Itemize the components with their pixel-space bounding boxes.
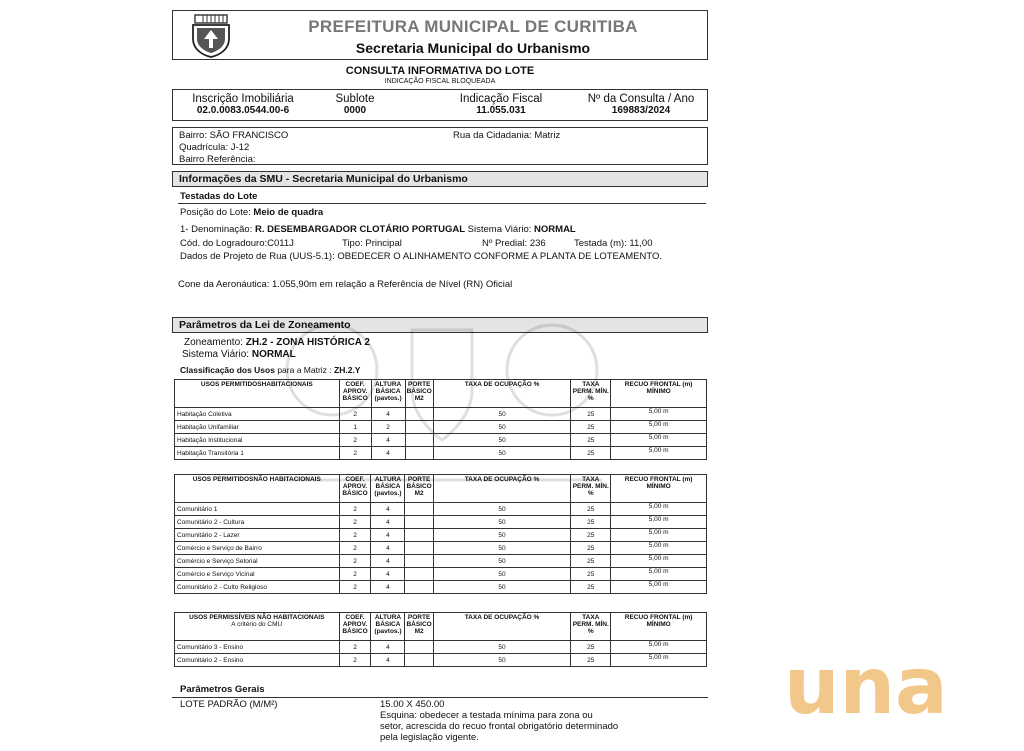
cell-name: Habitação Transitória 1	[175, 447, 340, 460]
cell-recuo: 5,00 m	[611, 581, 707, 594]
table-row	[175, 529, 707, 542]
cell-porte	[405, 641, 433, 654]
col-taxa: TAXA DE OCUPAÇÃO %	[433, 613, 571, 641]
table-row	[175, 447, 707, 460]
cell-altura: 4	[371, 529, 405, 542]
cell-taxa: 50	[433, 568, 571, 581]
table-row	[175, 654, 707, 667]
table-row	[175, 421, 707, 434]
cell-recuo: 5,00 m	[611, 654, 707, 667]
cell-name: Comunitário 2 - Ensino	[175, 654, 340, 667]
cell-perm: 25	[571, 641, 611, 654]
table-row	[175, 641, 707, 654]
cell-porte	[405, 421, 433, 434]
cell-coef: 2	[339, 555, 371, 568]
uses-tables	[172, 379, 708, 749]
cell-taxa: 50	[433, 641, 571, 654]
id-inscricao: Inscrição Imobiliária 02.0.0083.0544.00-6	[192, 93, 294, 116]
cell-porte	[405, 555, 433, 568]
cell-altura: 2	[371, 421, 405, 434]
bairro-referencia: Bairro Referência:	[179, 154, 256, 165]
divider	[172, 697, 708, 698]
cell-name: Comunitário 2 - Cultura	[175, 516, 340, 529]
zoneamento: Zoneamento: ZH.2 - ZONA HISTÓRICA 2	[184, 337, 370, 348]
col-perm: TAXA PERM. MÍN. %	[571, 613, 611, 641]
col-porte: PORTE BÁSICO M2	[405, 475, 433, 503]
classificacao-usos: Classificação dos Usos para a Matriz : ZH.2.Y	[180, 365, 361, 375]
cell-recuo: 5,00 m	[611, 408, 707, 421]
cell-taxa: 50	[433, 542, 571, 555]
cell-taxa: 50	[433, 408, 571, 421]
cell-coef: 2	[339, 581, 371, 594]
col-coef: COEF. APROV. BÁSICO	[339, 380, 371, 408]
cell-taxa: 50	[433, 516, 571, 529]
cell-perm: 25	[571, 568, 611, 581]
smu-section	[172, 187, 708, 317]
cell-porte	[405, 516, 433, 529]
una-logo-text: una	[784, 651, 948, 731]
cell-altura: 4	[371, 434, 405, 447]
divider	[178, 203, 706, 204]
cell-taxa: 50	[433, 555, 571, 568]
cell-name: Comunitário 2 - Culto Religioso	[175, 581, 340, 594]
cell-name: Habitação Coletiva	[175, 408, 340, 421]
col-coef: COEF. APROV. BÁSICO	[339, 475, 371, 503]
cell-recuo: 5,00 m	[611, 447, 707, 460]
cell-altura: 4	[371, 516, 405, 529]
cell-taxa: 50	[433, 503, 571, 516]
cell-coef: 2	[339, 568, 371, 581]
id-indicacao-fiscal: Indicação Fiscal 11.055.031	[459, 93, 543, 116]
cell-porte	[405, 542, 433, 555]
cell-recuo: 5,00 m	[611, 434, 707, 447]
col-recuo: RECUO FRONTAL (m) MÍNIMO	[611, 380, 707, 408]
cell-porte	[405, 503, 433, 516]
cell-taxa: 50	[433, 447, 571, 460]
cell-perm: 25	[571, 529, 611, 542]
cell-perm: 25	[571, 555, 611, 568]
table-row	[175, 434, 707, 447]
id-sublote: Sublote 0000	[335, 93, 375, 116]
cell-coef: 2	[339, 503, 371, 516]
cell-name: Habitação Institucional	[175, 434, 340, 447]
cell-taxa: 50	[433, 581, 571, 594]
table-row	[175, 503, 707, 516]
table-row	[175, 408, 707, 421]
cell-coef: 2	[339, 529, 371, 542]
col-altura: ALTURA BÁSICA (pavtos.)	[371, 475, 405, 503]
identification-box	[172, 89, 708, 121]
cell-name: Comércio e Serviço Vicinal	[175, 568, 340, 581]
col-porte: PORTE BÁSICO M2	[405, 613, 433, 641]
col-usos: USOS PERMITIDOSNÃO HABITACIONAIS	[175, 475, 340, 503]
cell-altura: 4	[371, 447, 405, 460]
zoning-section-heading: Parâmetros da Lei de Zoneamento	[172, 317, 708, 333]
document-page	[172, 10, 708, 749]
cell-recuo: 5,00 m	[611, 503, 707, 516]
lote-padrao-label: LOTE PADRÃO (M/M²)	[180, 699, 278, 710]
document-header	[172, 10, 708, 60]
table-row	[175, 542, 707, 555]
quadricula: Quadrícula: J-12	[179, 142, 250, 153]
cell-name: Comércio e Serviço Setorial	[175, 555, 340, 568]
smu-section-heading: Informações da SMU - Secretaria Municipal do Urbanismo	[172, 171, 708, 187]
zoning-info	[172, 333, 708, 379]
col-taxa: TAXA DE OCUPAÇÃO %	[433, 475, 571, 503]
cell-name: Comércio e Serviço de Bairro	[175, 542, 340, 555]
una-logo	[784, 651, 984, 731]
col-perm: TAXA PERM. MÍN. %	[571, 475, 611, 503]
cell-altura: 4	[371, 542, 405, 555]
col-altura: ALTURA BÁSICA (pavtos.)	[371, 613, 405, 641]
table-row	[175, 555, 707, 568]
cell-perm: 25	[571, 447, 611, 460]
cell-altura: 4	[371, 654, 405, 667]
parametros-gerais-heading: Parâmetros Gerais	[180, 684, 265, 695]
cell-coef: 1	[339, 421, 371, 434]
cell-recuo: 5,00 m	[611, 542, 707, 555]
cell-porte	[405, 529, 433, 542]
codigo-logradouro: Cód. do Logradouro:C011J	[180, 238, 294, 249]
cell-perm: 25	[571, 503, 611, 516]
table-permissiveis	[174, 612, 707, 667]
cell-recuo: 5,00 m	[611, 555, 707, 568]
cell-name: Habitação Unifamiliar	[175, 421, 340, 434]
cell-perm: 25	[571, 581, 611, 594]
rua-cidadania: Rua da Cidadania: Matriz	[453, 130, 561, 141]
cell-recuo: 5,00 m	[611, 568, 707, 581]
col-usos: USOS PERMISSÍVEIS NÃO HABITACIONAIS A critério do CMU	[175, 613, 340, 641]
cell-coef: 2	[339, 654, 371, 667]
cell-altura: 4	[371, 641, 405, 654]
cell-altura: 4	[371, 408, 405, 421]
esquina-line-2: setor, acrescida do recuo frontal obrigatório determinado	[380, 721, 619, 732]
numero-predial: Nº Predial: 236	[482, 238, 546, 249]
col-usos: USOS PERMITIDOSHABITACIONAIS	[175, 380, 340, 408]
testada: Testada (m): 11,00	[574, 238, 653, 249]
cell-porte	[405, 434, 433, 447]
cell-recuo: 5,00 m	[611, 641, 707, 654]
col-porte: PORTE BÁSICO M2	[405, 380, 433, 408]
table-row	[175, 581, 707, 594]
cell-perm: 25	[571, 421, 611, 434]
esquina-line-1: Esquina: obedecer a testada mínima para zona ou	[380, 710, 593, 721]
col-altura: ALTURA BÁSICA (pavtos.)	[371, 380, 405, 408]
table-row	[175, 516, 707, 529]
col-taxa: TAXA DE OCUPAÇÃO %	[433, 380, 571, 408]
cell-taxa: 50	[433, 421, 571, 434]
cell-taxa: 50	[433, 654, 571, 667]
cell-altura: 4	[371, 555, 405, 568]
cell-coef: 2	[339, 542, 371, 555]
cell-perm: 25	[571, 408, 611, 421]
bairro: Bairro: SÃO FRANCISCO	[179, 130, 289, 141]
esquina-line-3: pela legislação vigente.	[380, 732, 479, 743]
tipo: Tipo: Principal	[342, 238, 402, 249]
table-nao-habitacionais	[174, 474, 707, 594]
cell-altura: 4	[371, 581, 405, 594]
cell-porte	[405, 408, 433, 421]
cell-name: Comunitário 3 - Ensino	[175, 641, 340, 654]
cell-perm: 25	[571, 542, 611, 555]
posicao-lote: Posição do Lote: Meio de quadra	[180, 207, 324, 218]
cell-recuo: 5,00 m	[611, 516, 707, 529]
cone-aeronautica: Cone da Aeronáutica: 1.055,90m em relação a Referência de Nível (RN) Oficial	[178, 279, 513, 290]
cell-porte	[405, 568, 433, 581]
col-perm: TAXA PERM. MÍN. %	[571, 380, 611, 408]
cell-perm: 25	[571, 654, 611, 667]
cell-porte	[405, 654, 433, 667]
curitiba-coat-of-arms-icon	[189, 14, 233, 58]
table-habitacionais	[174, 379, 707, 460]
department-title: Secretaria Municipal do Urbanismo	[355, 40, 591, 56]
document-title: CONSULTA INFORMATIVA DO LOTE	[345, 65, 535, 77]
cell-taxa: 50	[433, 434, 571, 447]
cell-perm: 25	[571, 434, 611, 447]
cell-coef: 2	[339, 641, 371, 654]
cell-name: Comunitário 1	[175, 503, 340, 516]
cell-altura: 4	[371, 568, 405, 581]
id-consulta: Nº da Consulta / Ano 169883/2024	[587, 93, 695, 116]
cell-perm: 25	[571, 516, 611, 529]
lote-padrao-value: 15.00 X 450.00	[380, 699, 445, 710]
dados-projeto-rua: Dados de Projeto de Rua (UUS-5.1): OBEDECER O ALINHAMENTO CONFORME A PLANTA DE LOTEAMENTO.	[180, 251, 663, 262]
cell-taxa: 50	[433, 529, 571, 542]
document-subtitle: INDICAÇÃO FISCAL BLOQUEADA	[384, 78, 496, 85]
col-recuo: RECUO FRONTAL (m) MÍNIMO	[611, 475, 707, 503]
table-row	[175, 568, 707, 581]
cell-recuo: 5,00 m	[611, 421, 707, 434]
cell-recuo: 5,00 m	[611, 529, 707, 542]
cell-coef: 2	[339, 408, 371, 421]
col-recuo: RECUO FRONTAL (m) MÍNIMO	[611, 613, 707, 641]
address-box	[172, 127, 708, 165]
cell-porte	[405, 581, 433, 594]
city-hall-title: PREFEITURA MUNICIPAL DE CURITIBA	[308, 17, 638, 36]
cell-porte	[405, 447, 433, 460]
cell-coef: 2	[339, 447, 371, 460]
cell-name: Comunitário 2 - Lazer	[175, 529, 340, 542]
cell-coef: 2	[339, 516, 371, 529]
cell-altura: 4	[371, 503, 405, 516]
sistema-viario: Sistema Viário: NORMAL	[182, 349, 296, 360]
cell-coef: 2	[339, 434, 371, 447]
testadas-heading: Testadas do Lote	[180, 191, 258, 202]
col-coef: COEF. APROV. BÁSICO	[339, 613, 371, 641]
denominacao: 1- Denominação: R. DESEMBARGADOR CLOTÁRIO PORTUGAL Sistema Viário: NORMAL	[180, 224, 576, 235]
